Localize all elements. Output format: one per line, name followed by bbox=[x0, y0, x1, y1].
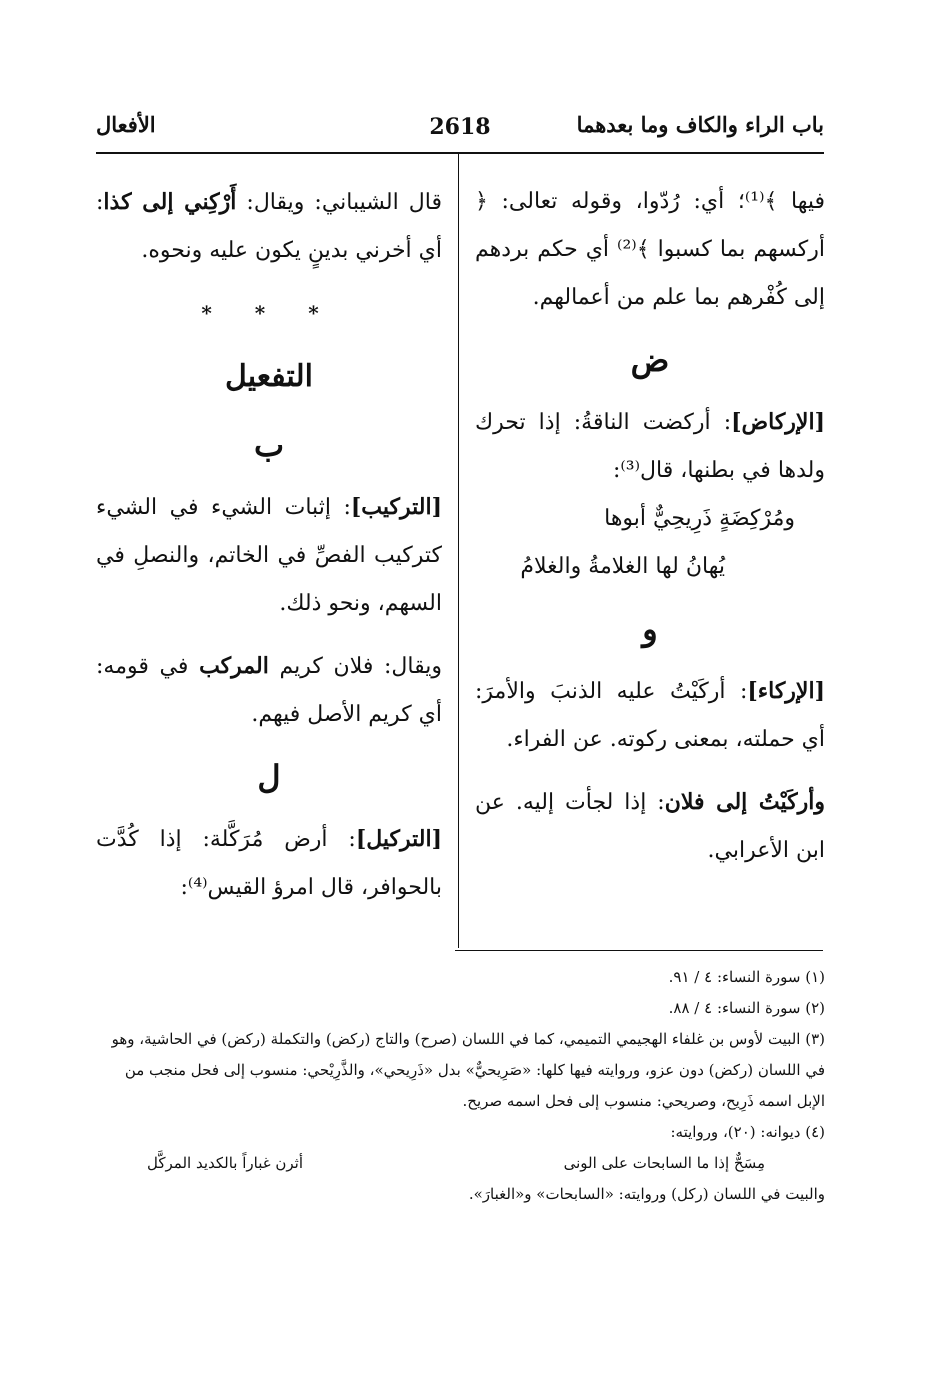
footnote-verse-second-half: أثرن غباراً بالكديد المركَّل bbox=[147, 1154, 303, 1172]
header-rule bbox=[96, 152, 824, 154]
verse-line-2: يُهانُ لها الغلامةُ والغلامُ bbox=[520, 554, 725, 579]
section-heading: التفعيل bbox=[225, 359, 313, 394]
entry-term: وأركَيْتُ إلى فلان bbox=[664, 789, 825, 815]
footnotes bbox=[97, 962, 825, 1210]
letter-heading-ba: ب bbox=[253, 426, 285, 464]
entry-term: أَرْكِني إلى كذا bbox=[103, 189, 237, 215]
verse-line-1: ومُرْكِضَةٍ ذَرِيحِيٌّ أبوها bbox=[604, 506, 795, 531]
entry-tarkib bbox=[96, 483, 442, 628]
footnote-rule bbox=[455, 950, 823, 951]
entry-text: قال الشيباني: ويقال: bbox=[236, 190, 442, 215]
footnote-3: (٣) البيت لأوس بن غلفاء الهجيمي التميمي، كما في اللسان (صرح) والتاج (ركض) والتكملة (ركض) في الحاشية، وهو في اللسان (ركض) دون عزو، وروايته فيها كلها: «صَرِيحيٌّ» بدل «ذَرِيحي»، والذَّرِيْحي: منسوب إلى فحل منجب من الإبل اسمه ذَرِيح، وصريحي: منسوب إلى فحل اسمه صريح. bbox=[111, 1030, 825, 1110]
entry-text: : أي أخرني بدينٍ يكون عليه ونحوه. bbox=[96, 190, 442, 263]
entry-shaybani bbox=[96, 178, 442, 275]
entry-term: [الإركاء] bbox=[747, 678, 825, 704]
section-separator-stars: * * * bbox=[201, 301, 337, 325]
entry-text: في قومه: أي كريم الأصل فيهم. bbox=[96, 654, 442, 727]
footnote-verse-first-half: مِسَحٌّ إذا ما السابحات على الونى bbox=[563, 1154, 765, 1172]
entry-irka bbox=[475, 667, 825, 764]
entry-irkad bbox=[475, 398, 825, 495]
letter-heading-waw: و bbox=[642, 610, 658, 648]
chapter-title: باب الراء والكاف وما بعدهما bbox=[576, 112, 824, 137]
column-divider bbox=[458, 153, 459, 948]
entry-text: : إثبات الشيء في الشيء كتركيب الفصِّ في الخاتم، والنصلِ في السهم، ونحو ذلك. bbox=[96, 495, 442, 616]
left-column bbox=[96, 178, 442, 912]
entry-term: المركب bbox=[199, 653, 269, 679]
entry-tarkil bbox=[96, 815, 442, 912]
entry-text: : أركضت الناقةُ: إذا تحرك ولدها في بطنها، قال⁽³⁾: bbox=[475, 410, 825, 483]
footnote-4: (٤) ديوانه: (٢٠)، وروايته: bbox=[670, 1123, 825, 1141]
footnote-1: (١) سورة النساء: ٤ / ٩١. bbox=[668, 968, 825, 986]
entry-text: : أرض مُرَكَّلة: إذا كُدَّت بالحوافر، قال امرؤ القيس⁽⁴⁾: bbox=[96, 827, 442, 900]
entry-term: [التركيب] bbox=[350, 494, 442, 520]
paragraph-irkas: فيها ﴾⁽¹⁾؛ أي: رُدّوا، وقوله تعالى: ﴿ أركسهم بما كسبوا ﴾⁽²⁾ أي حكم بردهم إلى كُفْرهم بما علم من أعمالهم. bbox=[475, 189, 825, 310]
footnote-4-verse bbox=[97, 1148, 825, 1179]
footnote-4-tail: والبيت في اللسان (ركل) وروايته: «السابحات» و«الغبارَ». bbox=[468, 1185, 825, 1203]
entry-text: : أركَيْتُ عليه الذنبَ والأمرَ: أي حملته، بمعنى ركوته. عن الفراء. bbox=[475, 679, 825, 752]
entry-term: [التركيل] bbox=[355, 826, 442, 852]
letter-heading-lam: ل bbox=[257, 758, 281, 796]
right-column bbox=[475, 178, 825, 875]
footnote-2: (٢) سورة النساء: ٤ / ٨٨. bbox=[668, 999, 825, 1017]
entry-text: ويقال: فلان كريم bbox=[268, 654, 442, 679]
page-header bbox=[96, 112, 824, 152]
letter-heading-dad: ض bbox=[630, 341, 670, 379]
entry-text: : إذا لجأت إليه. عن ابن الأعرابي. bbox=[475, 790, 825, 863]
section-title: الأفعال bbox=[96, 112, 156, 137]
page-number: 2618 bbox=[429, 114, 491, 140]
entry-arkaytu bbox=[475, 778, 825, 875]
entry-term: [الإركاض] bbox=[731, 409, 825, 435]
entry-markab bbox=[96, 642, 442, 739]
